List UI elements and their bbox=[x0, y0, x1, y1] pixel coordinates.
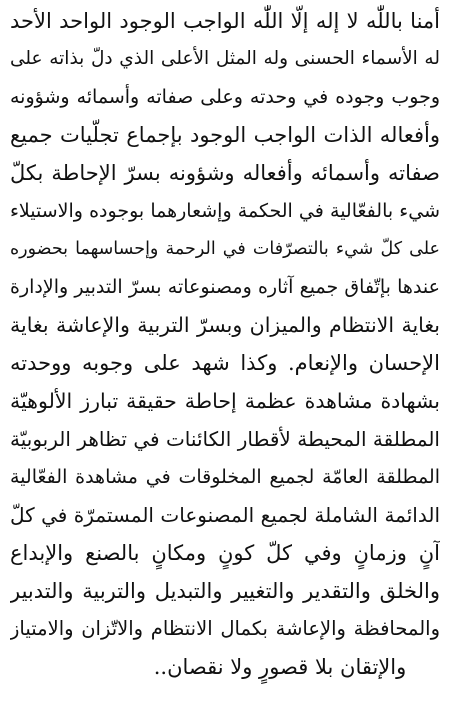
text-line-3: وجوب وجوده في وحدته وعلى صفاته وأسمائه وشؤونه bbox=[10, 86, 440, 108]
text-line-2: له الأسماء الحسنى وله المثل الأعلى الذي دلّ بذاته على bbox=[10, 48, 440, 69]
text-line-14: الدائمة الشاملة لجميع المصنوعات المستمرّة في كلّ bbox=[10, 503, 440, 527]
arabic-text-block bbox=[10, 2, 440, 686]
text-line-6: شيء بالفعّالية في الحكمة وإشعارهما بوجوده والاستيلاء bbox=[10, 200, 440, 222]
text-line-11: بشهادة مشاهدة عظمة إحاطة حقيقة تبارز الألوهيّة bbox=[10, 389, 440, 413]
text-line-17: والمحافظة والإعاشة بكمال الانتظام والاتّزان والامتياز bbox=[10, 617, 440, 640]
text-line-18: والإتقان بلا قصورٍ ولا نقصان.. bbox=[153, 655, 407, 679]
text-line-16: والخلق والتقدير والتغيير والتبديل والتربية والتدبير bbox=[10, 579, 440, 603]
text-line-9: بغاية الانتظام والميزان وبسرّ التربية والإعاشة بغاية bbox=[10, 313, 440, 337]
text-line-5: صفاته وأسمائه وأفعاله وشؤونه بسرّ الإحاطة بكلّ bbox=[10, 161, 440, 185]
text-line-1: أمنا باللّٰه لا إله إلّا اللّٰه الواجب الوجود الواحد الأحد bbox=[10, 9, 440, 33]
text-line-7: على كلّ شيء بالتصرّفات في الرحمة وإحساسهما بحضوره bbox=[10, 239, 440, 259]
text-line-8: عندها بإتّفاق جميع آثاره ومصنوعاته بسرّ التدبير والإدارة bbox=[10, 276, 440, 298]
text-line-12: المطلقة المحيطة لأقطار الكائنات في تظاهر الربوبيّة bbox=[10, 427, 440, 451]
text-line-4: وأفعاله الذات الواجب الوجود بإجماع تجلّيات جميع bbox=[10, 123, 440, 147]
text-line-10: الإحسان والإنعام. وكذا شهد على وجوبه ووحدته bbox=[10, 351, 440, 375]
text-line-15: آنٍ وزمانٍ وفي كلّ كونٍ ومكانٍ بالصنع والإبداع bbox=[10, 541, 440, 565]
text-line-13: المطلقة العامّة لجميع المخلوقات في مشاهدة الفعّالية bbox=[10, 466, 440, 488]
